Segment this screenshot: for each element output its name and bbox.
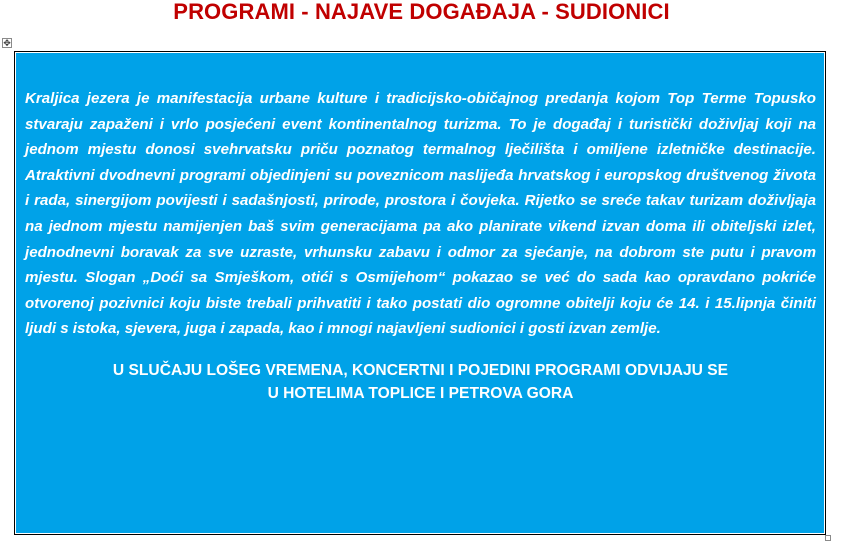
weather-notice-line-2: U HOTELIMA TOPLICE I PETROVA GORA xyxy=(267,385,574,403)
page-title: PROGRAMI - NAJAVE DOGAĐAJA - SUDIONICI xyxy=(173,0,670,24)
text-table xyxy=(14,51,826,535)
weather-notice xyxy=(25,359,816,406)
description-paragraph: Kraljica jezera je manifestacija urbane kulture i tradicijsko-običajnog predanja kojom Top Terme Topusko stvaraju zapaženi i vrlo posjećeni event kontinentalnog turizma. To je događaj i turistički doživljaj koji na jednom mjestu donosi svehrvatsku priču poznatog termalnog lječilišta i omiljene izletničke destinacije. Atraktivni dvodnevni programi objedinjeni su poveznicom naslijeđa hrvatskog i europskog društvenog života i rada, sinergijom povijesti i sadašnjosti, prirode, prostora i čovjeka. Rijetko se sreće takav turizam doživljaja na jednom mjestu namijenjen baš svim generacijama pa ako planirate vikend izvan doma ili obiteljski izlet, jednodnevni boravak za sve uzraste, vrhunsku zabavu i odmor za sjećanje, na dobrom ste putu i pravom mjestu. Slogan „Doći sa Smješkom, otići s Osmijehom“ pokazao se već do sada kao opravdano pokriće otvorenoj pozivnici koju biste trebali prihvatiti i tako postati dio ogromne obitelji koju će 14. i 15.lipnja činiti ljudi s istoka, sjevera, juga i zapada, kao i mnogi najavljeni sudionici i gosti izvan zemlje. xyxy=(25,90,816,338)
table-cell[interactable] xyxy=(16,53,824,533)
table-move-handle-icon[interactable]: ✥ xyxy=(3,39,11,49)
weather-notice-line-1: U SLUČAJU LOŠEG VREMENA, KONCERTNI I POJEDINI PROGRAMI ODVIJAJU SE xyxy=(112,361,729,379)
table-resize-handle[interactable] xyxy=(825,535,831,541)
